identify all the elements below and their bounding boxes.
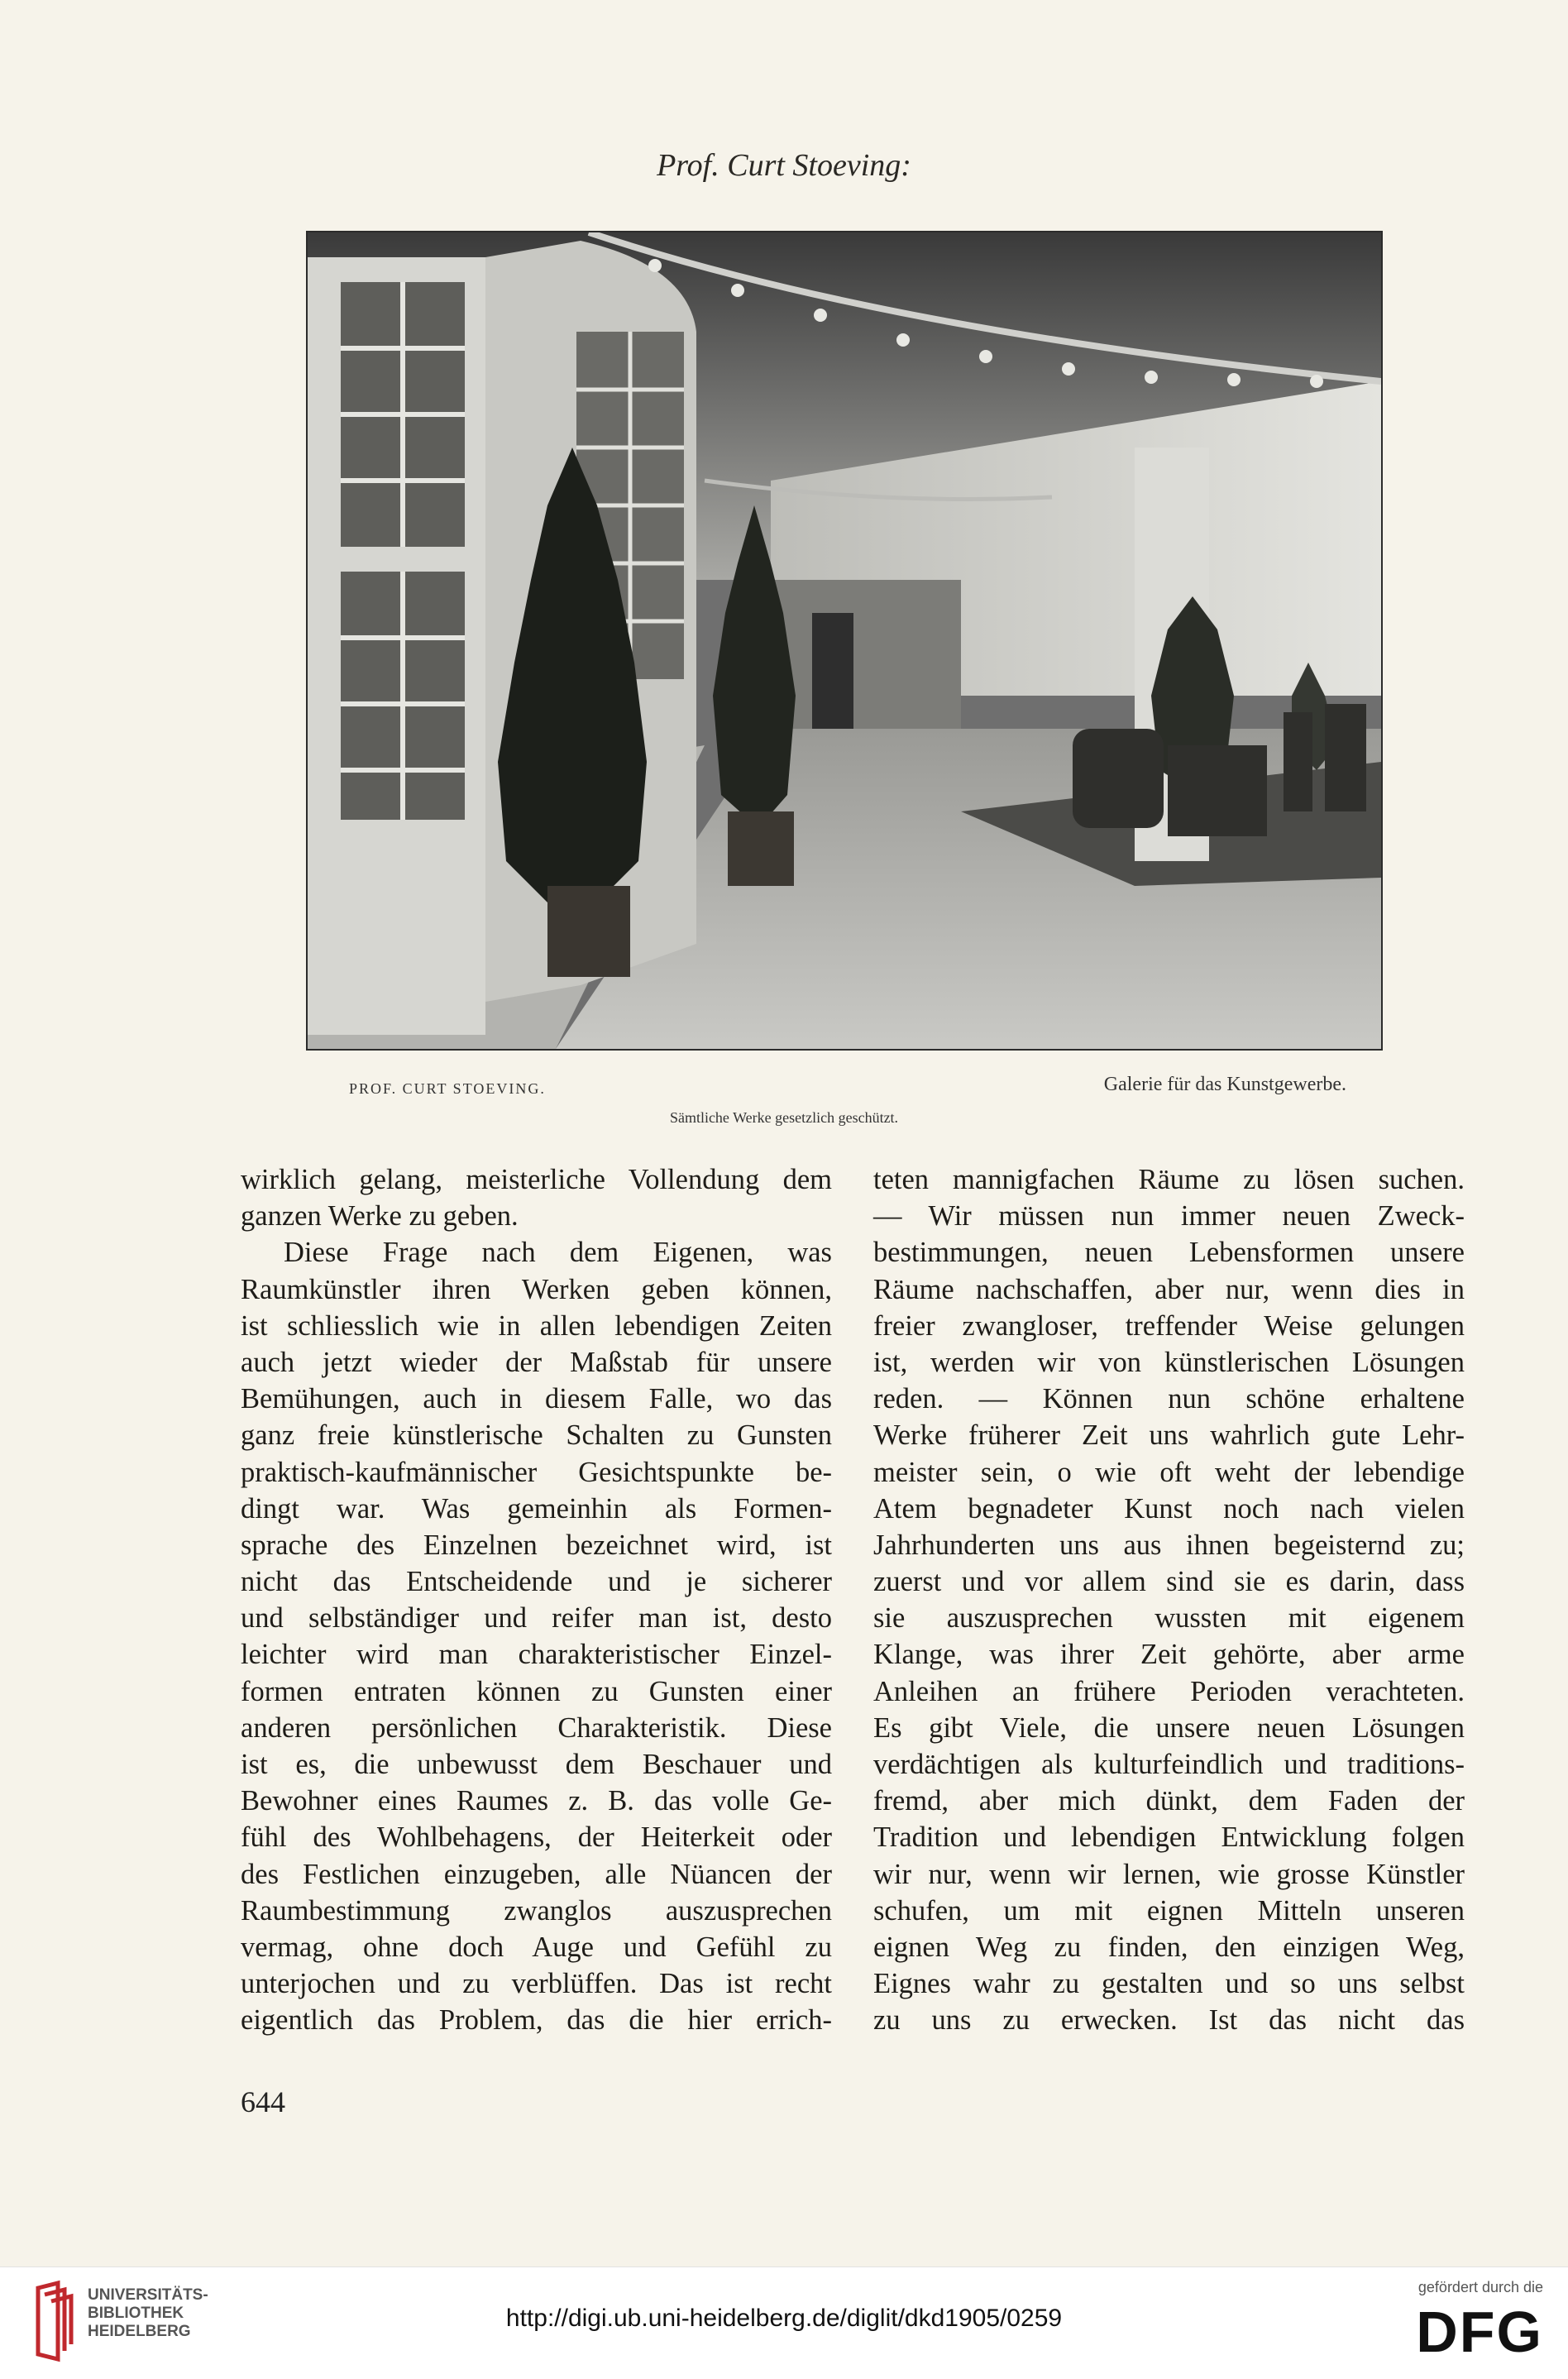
text-line: Werke früherer Zeit uns wahrlich gute Lehr-: [873, 1419, 1465, 1452]
text-line: des Festlichen einzugeben, alle Nüancen der: [241, 1858, 832, 1890]
text-line: Tradition und lebendigen Entwicklung folgen: [873, 1821, 1465, 1854]
text-line: wirklich gelang, meisterliche Vollendung dem: [241, 1164, 832, 1195]
text-line: Raumbestimmung zwanglos auszusprechen: [241, 1894, 832, 1927]
text-line: verdächtigen als kulturfeindlich und traditions-: [873, 1749, 1465, 1780]
text-line: nicht das Entscheidende und je sicherer: [241, 1566, 832, 1598]
photo-title: Galerie für das Kunstgewerbe.: [1103, 1074, 1346, 1095]
dfg-logo[interactable]: DFG: [1416, 2300, 1543, 2364]
text-line: eigentlich das Problem, das die hier errich-: [241, 2004, 832, 2037]
text-line: vermag, ohne doch Auge und Gefühl zu: [241, 1931, 832, 1963]
text-line: Anleihen an frühere Perioden verachteten.: [873, 1675, 1465, 1707]
text-line: reden. — Können nun schöne erhaltene: [873, 1383, 1465, 1415]
running-head: Prof. Curt Stoeving:: [657, 148, 911, 183]
text-line: Diese Frage nach dem Eigenen, was: [284, 1237, 832, 1269]
permalink-url[interactable]: http://digi.ub.uni-heidelberg.de/diglit/dkd1905/0259: [505, 2305, 1063, 2332]
text-line: unterjochen und zu verblüffen. Das ist recht: [241, 1968, 832, 2000]
text-line: ganzen Werke zu geben.: [241, 1200, 519, 1233]
text-line: Eignes wahr zu gestalten und so uns selbst: [873, 1968, 1465, 2000]
text-line: sie auszusprechen wussten mit eigenem: [873, 1602, 1465, 1635]
text-column-left: [241, 1161, 832, 2039]
text-line: wir nur, wenn wir lernen, wie grosse Künstler: [873, 1858, 1465, 1890]
text-line: eignen Weg zu finden, den einzigen Weg,: [873, 1931, 1465, 1963]
text-line: Bewohner eines Raumes z. B. das volle Ge-: [241, 1785, 832, 1817]
text-line: Jahrhunderten uns aus ihnen begeisternd zu;: [873, 1529, 1465, 1561]
text-line: formen entraten können zu Gunsten einer: [241, 1675, 832, 1707]
text-line: zuerst und vor allem sind sie es darin, dass: [873, 1566, 1465, 1598]
text-line: sprache des Einzelnen bezeichnet wird, ist: [241, 1529, 832, 1561]
text-line: und selbständiger und reifer man ist, desto: [241, 1602, 832, 1635]
text-line: zu uns zu erwecken. Ist das nicht das: [873, 2004, 1465, 2037]
text-line: bestimmungen, neuen Lebensformen unsere: [873, 1237, 1465, 1269]
photo-credit: PROF. CURT STOEVING.: [349, 1080, 546, 1097]
library-name-line: BIBLIOTHEK: [88, 2305, 184, 2322]
library-name-line: HEIDELBERG: [88, 2323, 191, 2340]
text-line: Räume nachschaffen, aber nur, wenn dies in: [873, 1273, 1465, 1305]
text-line: ganz freie künstlerische Schalten zu Gunsten: [241, 1419, 832, 1452]
copyright-notice: Sämtliche Werke gesetzlich geschützt.: [669, 1109, 899, 1126]
text-column-right: [873, 1161, 1465, 2039]
page-number: 644: [241, 2085, 285, 2118]
text-line: — Wir müssen nun immer neuen Zweck-: [873, 1200, 1465, 1233]
text-line: Es gibt Viele, die unsere neuen Lösungen: [873, 1711, 1465, 1744]
text-line: praktisch-kaufmännischer Gesichtspunkte be-: [241, 1456, 832, 1488]
text-line: dingt war. Was gemeinhin als Formen-: [241, 1492, 832, 1525]
text-line: teten mannigfachen Räume zu lösen suchen.: [873, 1164, 1465, 1195]
text-line: fühl des Wohlbehagens, der Heiterkeit oder: [241, 1821, 832, 1854]
text-line: anderen persönlichen Charakteristik. Diese: [241, 1711, 832, 1744]
text-line: ist schliesslich wie in allen lebendigen Zeiten: [241, 1309, 832, 1342]
text-line: ist, werden wir von künstlerischen Lösungen: [873, 1346, 1465, 1378]
text-line: Atem begnadeter Kunst noch nach vielen: [873, 1492, 1465, 1525]
text-line: leichter wird man charakteristischer Einzel-: [241, 1639, 832, 1671]
text-line: schufen, um mit eignen Mitteln unseren: [873, 1894, 1465, 1927]
text-line: fremd, aber mich dünkt, dem Faden der: [873, 1785, 1465, 1817]
text-line: Klange, was ihrer Zeit gehörte, aber arme: [873, 1639, 1465, 1671]
library-name-line: UNIVERSITÄTS-: [88, 2286, 208, 2304]
text-line: freier zwangloser, treffender Weise gelungen: [873, 1309, 1465, 1342]
text-line: ist es, die unbewusst dem Beschauer und: [241, 1749, 832, 1780]
text-line: auch jetzt wieder der Maßstab für unsere: [241, 1346, 832, 1378]
text-line: Bemühungen, auch in diesem Falle, wo das: [241, 1383, 832, 1415]
funded-by-label: gefördert durch die: [1417, 2279, 1543, 2295]
text-line: meister sein, o wie oft weht der lebendige: [873, 1456, 1465, 1488]
text-line: Raumkünstler ihren Werken geben können,: [241, 1273, 832, 1305]
interior-gallery-photo: [306, 231, 1383, 1051]
